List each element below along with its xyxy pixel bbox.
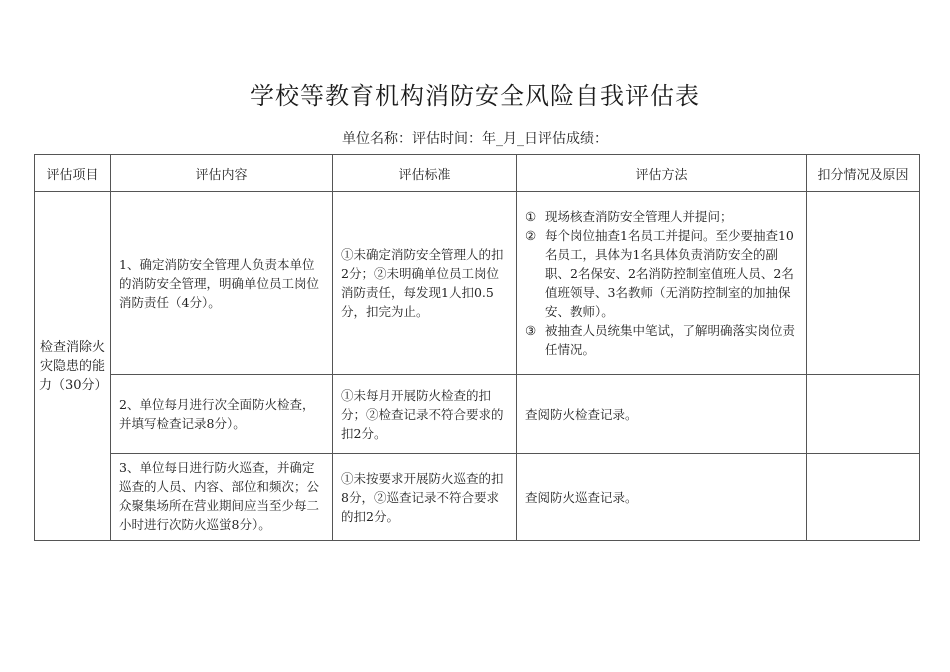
table-row (35, 192, 920, 375)
content-cell: 1、确定消防安全管理人负责本单位的消防安全管理，明确单位员工岗位消防责任（4分）。 (111, 192, 333, 375)
method-cell: 查阅防火巡查记录。 (517, 454, 807, 541)
content-text: 3、单位每日进行防火巡查，并确定巡查的人员、内容、部位和频次；公众聚集场所在营业期间应当至少每二小时进行次防火巡蛍8分）。 (119, 460, 320, 532)
header-item: 评估项目 (35, 155, 111, 192)
category-cell: 检查消除火灾隐患的能力（30分） (35, 192, 111, 541)
method-cell (517, 192, 807, 375)
standard-cell: ①未每月开展防火检查的扣分；②检查记录不符合要求的扣2分。 (333, 375, 517, 454)
deduction-cell[interactable] (807, 375, 920, 454)
table-row (35, 454, 920, 541)
content-cell (111, 454, 333, 541)
method-item (525, 207, 798, 226)
header-deduction: 扣分情况及原因 (807, 155, 920, 192)
method-number: ① (525, 209, 537, 224)
assessment-table (34, 154, 920, 541)
deduction-cell[interactable] (807, 454, 920, 541)
method-text: 被抽查人员统集中笔试，了解明确落实岗位责任情况。 (545, 323, 796, 357)
table-header-row (35, 155, 920, 192)
method-number: ③ (525, 323, 537, 338)
header-method: 评估方法 (517, 155, 807, 192)
deduction-cell[interactable] (807, 192, 920, 375)
method-item (525, 321, 798, 359)
standard-cell: ①未按要求开展防火巡查的扣8分，②巡查记录不符合要求的扣2分。 (333, 454, 517, 541)
standard-cell: ①未确定消防安全管理人的扣2分；②未明确单位员工岗位消防责任，每发现1人扣0.5分，扣完为止。 (333, 192, 517, 375)
document-title: 学校等教育机构消防安全风险自我评估表 (250, 82, 700, 110)
method-list (517, 207, 806, 359)
document-subtitle: 单位名称：评估时间：年_月_日评估成绩： (342, 131, 608, 147)
header-standard: 评估标准 (333, 155, 517, 192)
method-text: 每个岗位抽查1名员工并提问。至少要抽查10名员工，具体为1名具体负责消防安全的副职、2名保安、2名消防控制室值班人员、2名值班领导、3名教师（无消防控制室的加抽保安、教师）。 (545, 228, 794, 319)
table-row (35, 375, 920, 454)
method-cell: 查阅防火检查记录。 (517, 375, 807, 454)
method-number: ② (525, 228, 537, 243)
header-content: 评估内容 (111, 155, 333, 192)
content-cell: 2、单位每月进行次全面防火检查，并填写检查记录8分）。 (111, 375, 333, 454)
method-text: 现场核查消防安全管理人并提问； (545, 209, 733, 224)
method-item (525, 226, 798, 321)
